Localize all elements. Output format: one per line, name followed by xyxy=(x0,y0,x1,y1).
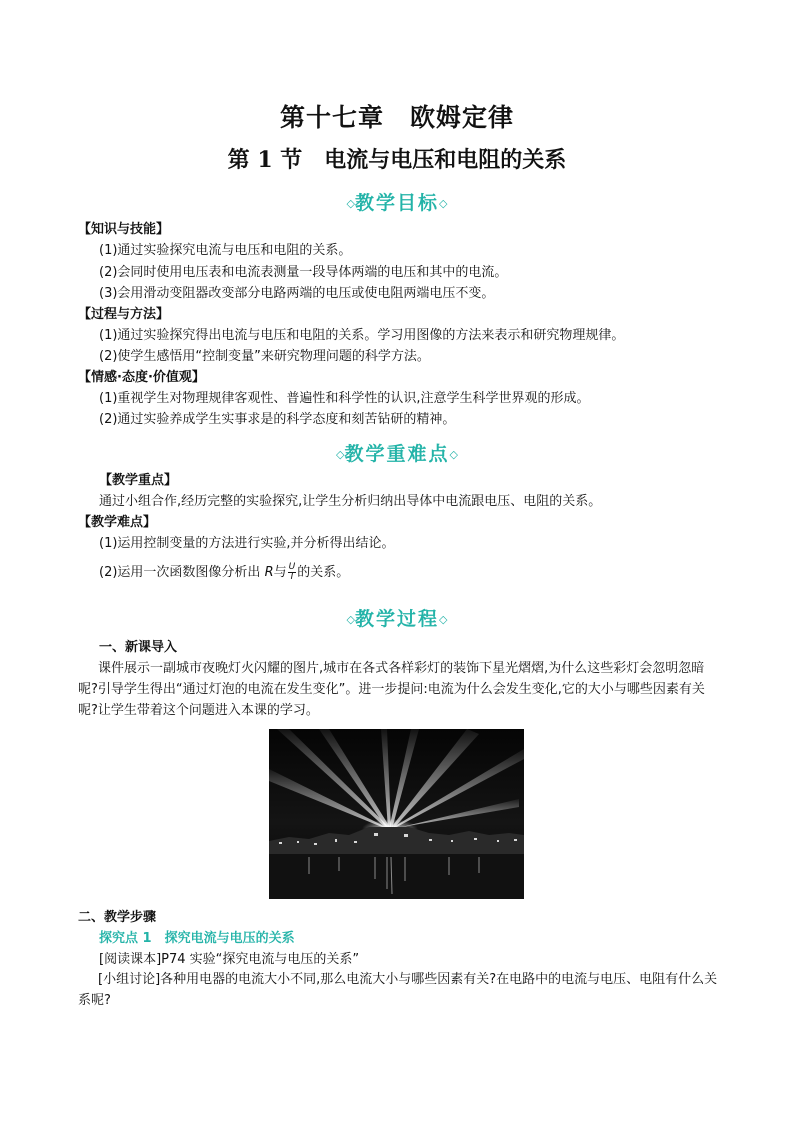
diamond-icon: ◇ xyxy=(346,197,355,210)
label-attitude: 【情感·态度·价值观】 xyxy=(78,370,205,385)
process-item: (1)通过实验探究得出电流与电压和电阻的关系。学习用图像的方法来表示和研究物理规律。 xyxy=(99,328,625,343)
heading-key-points-text: 教学重难点 xyxy=(344,443,450,465)
knowledge-item: (1)通过实验探究电流与电压和电阻的关系。 xyxy=(99,243,352,258)
attitude-item: (2)通过实验养成学生实事求是的科学态度和刻苦钻研的精神。 xyxy=(99,412,456,427)
label-process-method: 【过程与方法】 xyxy=(78,307,170,322)
difficulty-item: (1)运用控制变量的方法进行实验,并分析得出结论。 xyxy=(99,536,395,551)
diamond-icon: ◇ xyxy=(449,448,458,461)
fraction-u-over-i xyxy=(288,563,297,582)
heading-key-points xyxy=(0,439,794,466)
label-key-point: 【教学重点】 xyxy=(99,473,178,488)
label-intro: 一、新课导入 xyxy=(99,640,178,655)
label-steps: 二、教学步骤 xyxy=(78,910,157,925)
section-title: 第 1 节 电流与电压和电阻的关系 xyxy=(227,147,567,173)
chapter-title: 第十七章 欧姆定律 xyxy=(279,103,514,132)
label-knowledge: 【知识与技能】 xyxy=(78,222,170,237)
label-difficulty: 【教学难点】 xyxy=(78,515,157,530)
fraction-denominator: I xyxy=(290,572,294,582)
heading-objectives-text: 教学目标 xyxy=(354,192,439,214)
difficulty-item-formula xyxy=(99,562,349,584)
reading-task: [阅读课本]P74 实验“探究电流与电压的关系” xyxy=(99,952,360,967)
diamond-icon: ◇ xyxy=(336,448,345,461)
difficulty-text: 与 xyxy=(273,565,287,580)
heading-process-text: 教学过程 xyxy=(354,608,439,630)
group-discussion: [小组讨论]各种用电器的电流大小不同,那么电流大小与哪些因素有关?在电路中的电流与电压、电阻有什么关系呢? xyxy=(78,972,718,1008)
difficulty-text: (2)运用一次函数图像分析出 xyxy=(99,565,265,580)
intro-paragraph: 课件展示一副城市夜晚灯火闪耀的图片,城市在各式各样彩灯的装饰下星光熠熠,为什么这些彩灯会忽明忽暗呢?引导学生得出“通过灯泡的电流在发生变化”。进一步提问:电流为什么会发生变化,它的大小与哪些因素有关呢?让学生带着这个问题进入本课的学习。 xyxy=(78,661,705,718)
knowledge-item: (3)会用滑动变阻器改变部分电路两端的电压或使电阻两端电压不变。 xyxy=(99,286,495,301)
heading-objectives xyxy=(0,188,794,215)
diamond-icon: ◇ xyxy=(439,197,448,210)
difficulty-text: 的关系。 xyxy=(297,565,350,580)
knowledge-item: (2)会同时使用电压表和电流表测量一段导体两端的电压和其中的电流。 xyxy=(99,265,508,280)
explore-point-1: 探究点 1 探究电流与电压的关系 xyxy=(99,931,295,946)
fraction-numerator: U xyxy=(288,562,296,572)
diamond-icon: ◇ xyxy=(439,613,448,626)
city-night-illustration xyxy=(269,729,524,899)
key-point-text: 通过小组合作,经历完整的实验探究,让学生分析归纳出导体中电流跟电压、电阻的关系。 xyxy=(99,494,602,509)
attitude-item: (1)重视学生对物理规律客观性、普遍性和科学性的认识,注意学生科学世界观的形成。 xyxy=(99,391,590,406)
city-night-photo xyxy=(269,729,524,899)
diamond-icon: ◇ xyxy=(346,613,355,626)
resistance-symbol: R xyxy=(264,565,274,580)
process-item: (2)使学生感悟用“控制变量”来研究物理问题的科学方法。 xyxy=(99,349,430,364)
heading-process xyxy=(0,604,794,631)
